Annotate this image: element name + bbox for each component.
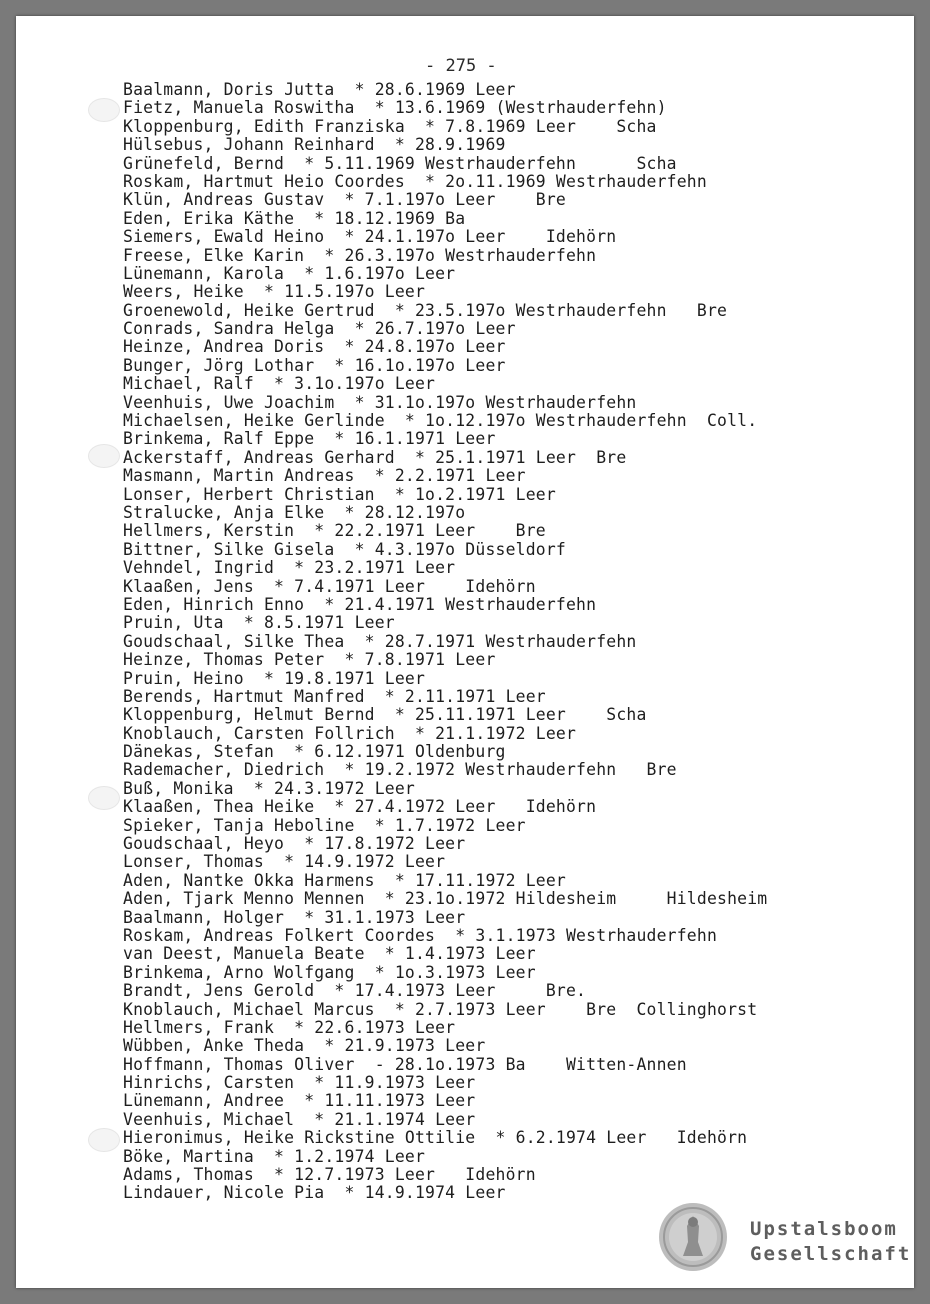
list-item: Hellmers, Frank * 22.6.1973 Leer — [123, 1017, 456, 1037]
list-item: Weers, Heike * 11.5.197o Leer — [123, 282, 426, 302]
list-item: Groenewold, Heike Gertrud * 23.5.197o Westrhauderfehn Bre — [123, 300, 728, 320]
list-item: Ackerstaff, Andreas Gerhard * 25.1.1971 Leer Bre — [123, 447, 627, 467]
list-item: Klün, Andreas Gustav * 7.1.197o Leer Bre — [123, 190, 566, 210]
list-item: Hieronimus, Heike Rickstine Ottilie * 6.2.1974 Leer Idehörn — [123, 1128, 748, 1148]
punch-hole — [88, 1128, 120, 1152]
seal-icon — [658, 1202, 728, 1272]
list-item: Rademacher, Diedrich * 19.2.1972 Westrhauderfehn Bre — [123, 760, 677, 780]
list-item: Dänekas, Stefan * 6.12.1971 Oldenburg — [123, 742, 506, 762]
punch-hole — [88, 444, 120, 468]
list-item: Kloppenburg, Edith Franziska * 7.8.1969 Leer Scha — [123, 116, 657, 136]
list-item: Eden, Hinrich Enno * 21.4.1971 Westrhauderfehn — [123, 594, 597, 614]
watermark-line2: Gesellschaft — [750, 1243, 912, 1265]
list-item: van Deest, Manuela Beate * 1.4.1973 Leer — [123, 944, 536, 964]
list-item: Conrads, Sandra Helga * 26.7.197o Leer — [123, 319, 516, 339]
person-list — [123, 81, 767, 1203]
list-item: Masmann, Martin Andreas * 2.2.1971 Leer — [123, 466, 526, 486]
list-item: Lünemann, Karola * 1.6.197o Leer — [123, 263, 456, 283]
list-item: Pruin, Uta * 8.5.1971 Leer — [123, 613, 395, 633]
list-item: Spieker, Tanja Heboline * 1.7.1972 Leer — [123, 815, 526, 835]
list-item: Hinrichs, Carsten * 11.9.1973 Leer — [123, 1073, 476, 1093]
list-item: Vehndel, Ingrid * 23.2.1971 Leer — [123, 558, 456, 578]
list-item: Lonser, Herbert Christian * 1o.2.1971 Leer — [123, 484, 556, 504]
list-item: Brandt, Jens Gerold * 17.4.1973 Leer Bre. — [123, 981, 587, 1001]
list-item: Veenhuis, Uwe Joachim * 31.1o.197o Westrhauderfehn — [123, 392, 637, 412]
list-item: Lindauer, Nicole Pia * 14.9.1974 Leer — [123, 1183, 506, 1203]
list-item: Siemers, Ewald Heino * 24.1.197o Leer Idehörn — [123, 227, 617, 247]
list-item: Klaaßen, Thea Heike * 27.4.1972 Leer Idehörn — [123, 797, 597, 817]
list-item: Hülsebus, Johann Reinhard * 28.9.1969 — [123, 135, 506, 155]
list-item: Aden, Nantke Okka Harmens * 17.11.1972 Leer — [123, 870, 566, 890]
list-item: Berends, Hartmut Manfred * 2.11.1971 Leer — [123, 686, 546, 706]
list-item: Wübben, Anke Theda * 21.9.1973 Leer — [123, 1036, 486, 1056]
list-item: Hoffmann, Thomas Oliver - 28.1o.1973 Ba Witten-Annen — [123, 1054, 687, 1074]
list-item: Buß, Monika * 24.3.1972 Leer — [123, 778, 415, 798]
list-item: Pruin, Heino * 19.8.1971 Leer — [123, 668, 426, 688]
punch-hole — [88, 786, 120, 810]
page-number: - 275 - — [425, 56, 497, 76]
list-item: Hellmers, Kerstin * 22.2.1971 Leer Bre — [123, 521, 546, 541]
list-item: Michael, Ralf * 3.1o.197o Leer — [123, 374, 436, 394]
list-item: Brinkema, Ralf Eppe * 16.1.1971 Leer — [123, 429, 496, 449]
list-item: Bittner, Silke Gisela * 4.3.197o Düsseldorf — [123, 539, 566, 559]
list-item: Adams, Thomas * 12.7.1973 Leer Idehörn — [123, 1165, 536, 1185]
watermark-logo — [658, 1198, 912, 1278]
list-item: Lonser, Thomas * 14.9.1972 Leer — [123, 852, 446, 872]
list-item: Heinze, Thomas Peter * 7.8.1971 Leer — [123, 650, 496, 670]
list-item: Lünemann, Andree * 11.11.1973 Leer — [123, 1091, 476, 1111]
list-item: Goudschaal, Silke Thea * 28.7.1971 Westrhauderfehn — [123, 631, 637, 651]
list-item: Heinze, Andrea Doris * 24.8.197o Leer — [123, 337, 506, 357]
list-item: Knoblauch, Carsten Follrich * 21.1.1972 Leer — [123, 723, 577, 743]
punch-hole — [88, 98, 120, 122]
list-item: Roskam, Andreas Folkert Coordes * 3.1.1973 Westrhauderfehn — [123, 925, 718, 945]
list-item: Baalmann, Holger * 31.1.1973 Leer — [123, 907, 466, 927]
list-item: Aden, Tjark Menno Mennen * 23.1o.1972 Hildesheim Hildesheim — [123, 889, 768, 909]
list-item: Kloppenburg, Helmut Bernd * 25.11.1971 Leer Scha — [123, 705, 647, 725]
list-item: Klaaßen, Jens * 7.4.1971 Leer Idehörn — [123, 576, 536, 596]
list-item: Eden, Erika Käthe * 18.12.1969 Ba — [123, 208, 466, 228]
list-item: Böke, Martina * 1.2.1974 Leer — [123, 1146, 426, 1166]
list-item: Roskam, Hartmut Heio Coordes * 2o.11.1969 Westrhauderfehn — [123, 171, 707, 191]
list-item: Grünefeld, Bernd * 5.11.1969 Westrhauderfehn Scha — [123, 153, 677, 173]
list-item: Fietz, Manuela Roswitha * 13.6.1969 (Westrhauderfehn) — [123, 98, 667, 118]
list-item: Freese, Elke Karin * 26.3.197o Westrhauderfehn — [123, 245, 597, 265]
list-item: Michaelsen, Heike Gerlinde * 1o.12.197o Westrhauderfehn Coll. — [123, 411, 758, 431]
list-item: Goudschaal, Heyo * 17.8.1972 Leer — [123, 834, 466, 854]
list-item: Baalmann, Doris Jutta * 28.6.1969 Leer — [123, 80, 516, 99]
list-item: Knoblauch, Michael Marcus * 2.7.1973 Leer Bre Collinghorst — [123, 999, 758, 1019]
list-item: Bunger, Jörg Lothar * 16.1o.197o Leer — [123, 355, 506, 375]
list-item: Stralucke, Anja Elke * 28.12.197o — [123, 502, 466, 522]
list-item: Veenhuis, Michael * 21.1.1974 Leer — [123, 1109, 476, 1129]
list-item: Brinkema, Arno Wolfgang * 1o.3.1973 Leer — [123, 962, 536, 982]
watermark-line1: Upstalsboom — [750, 1218, 898, 1240]
